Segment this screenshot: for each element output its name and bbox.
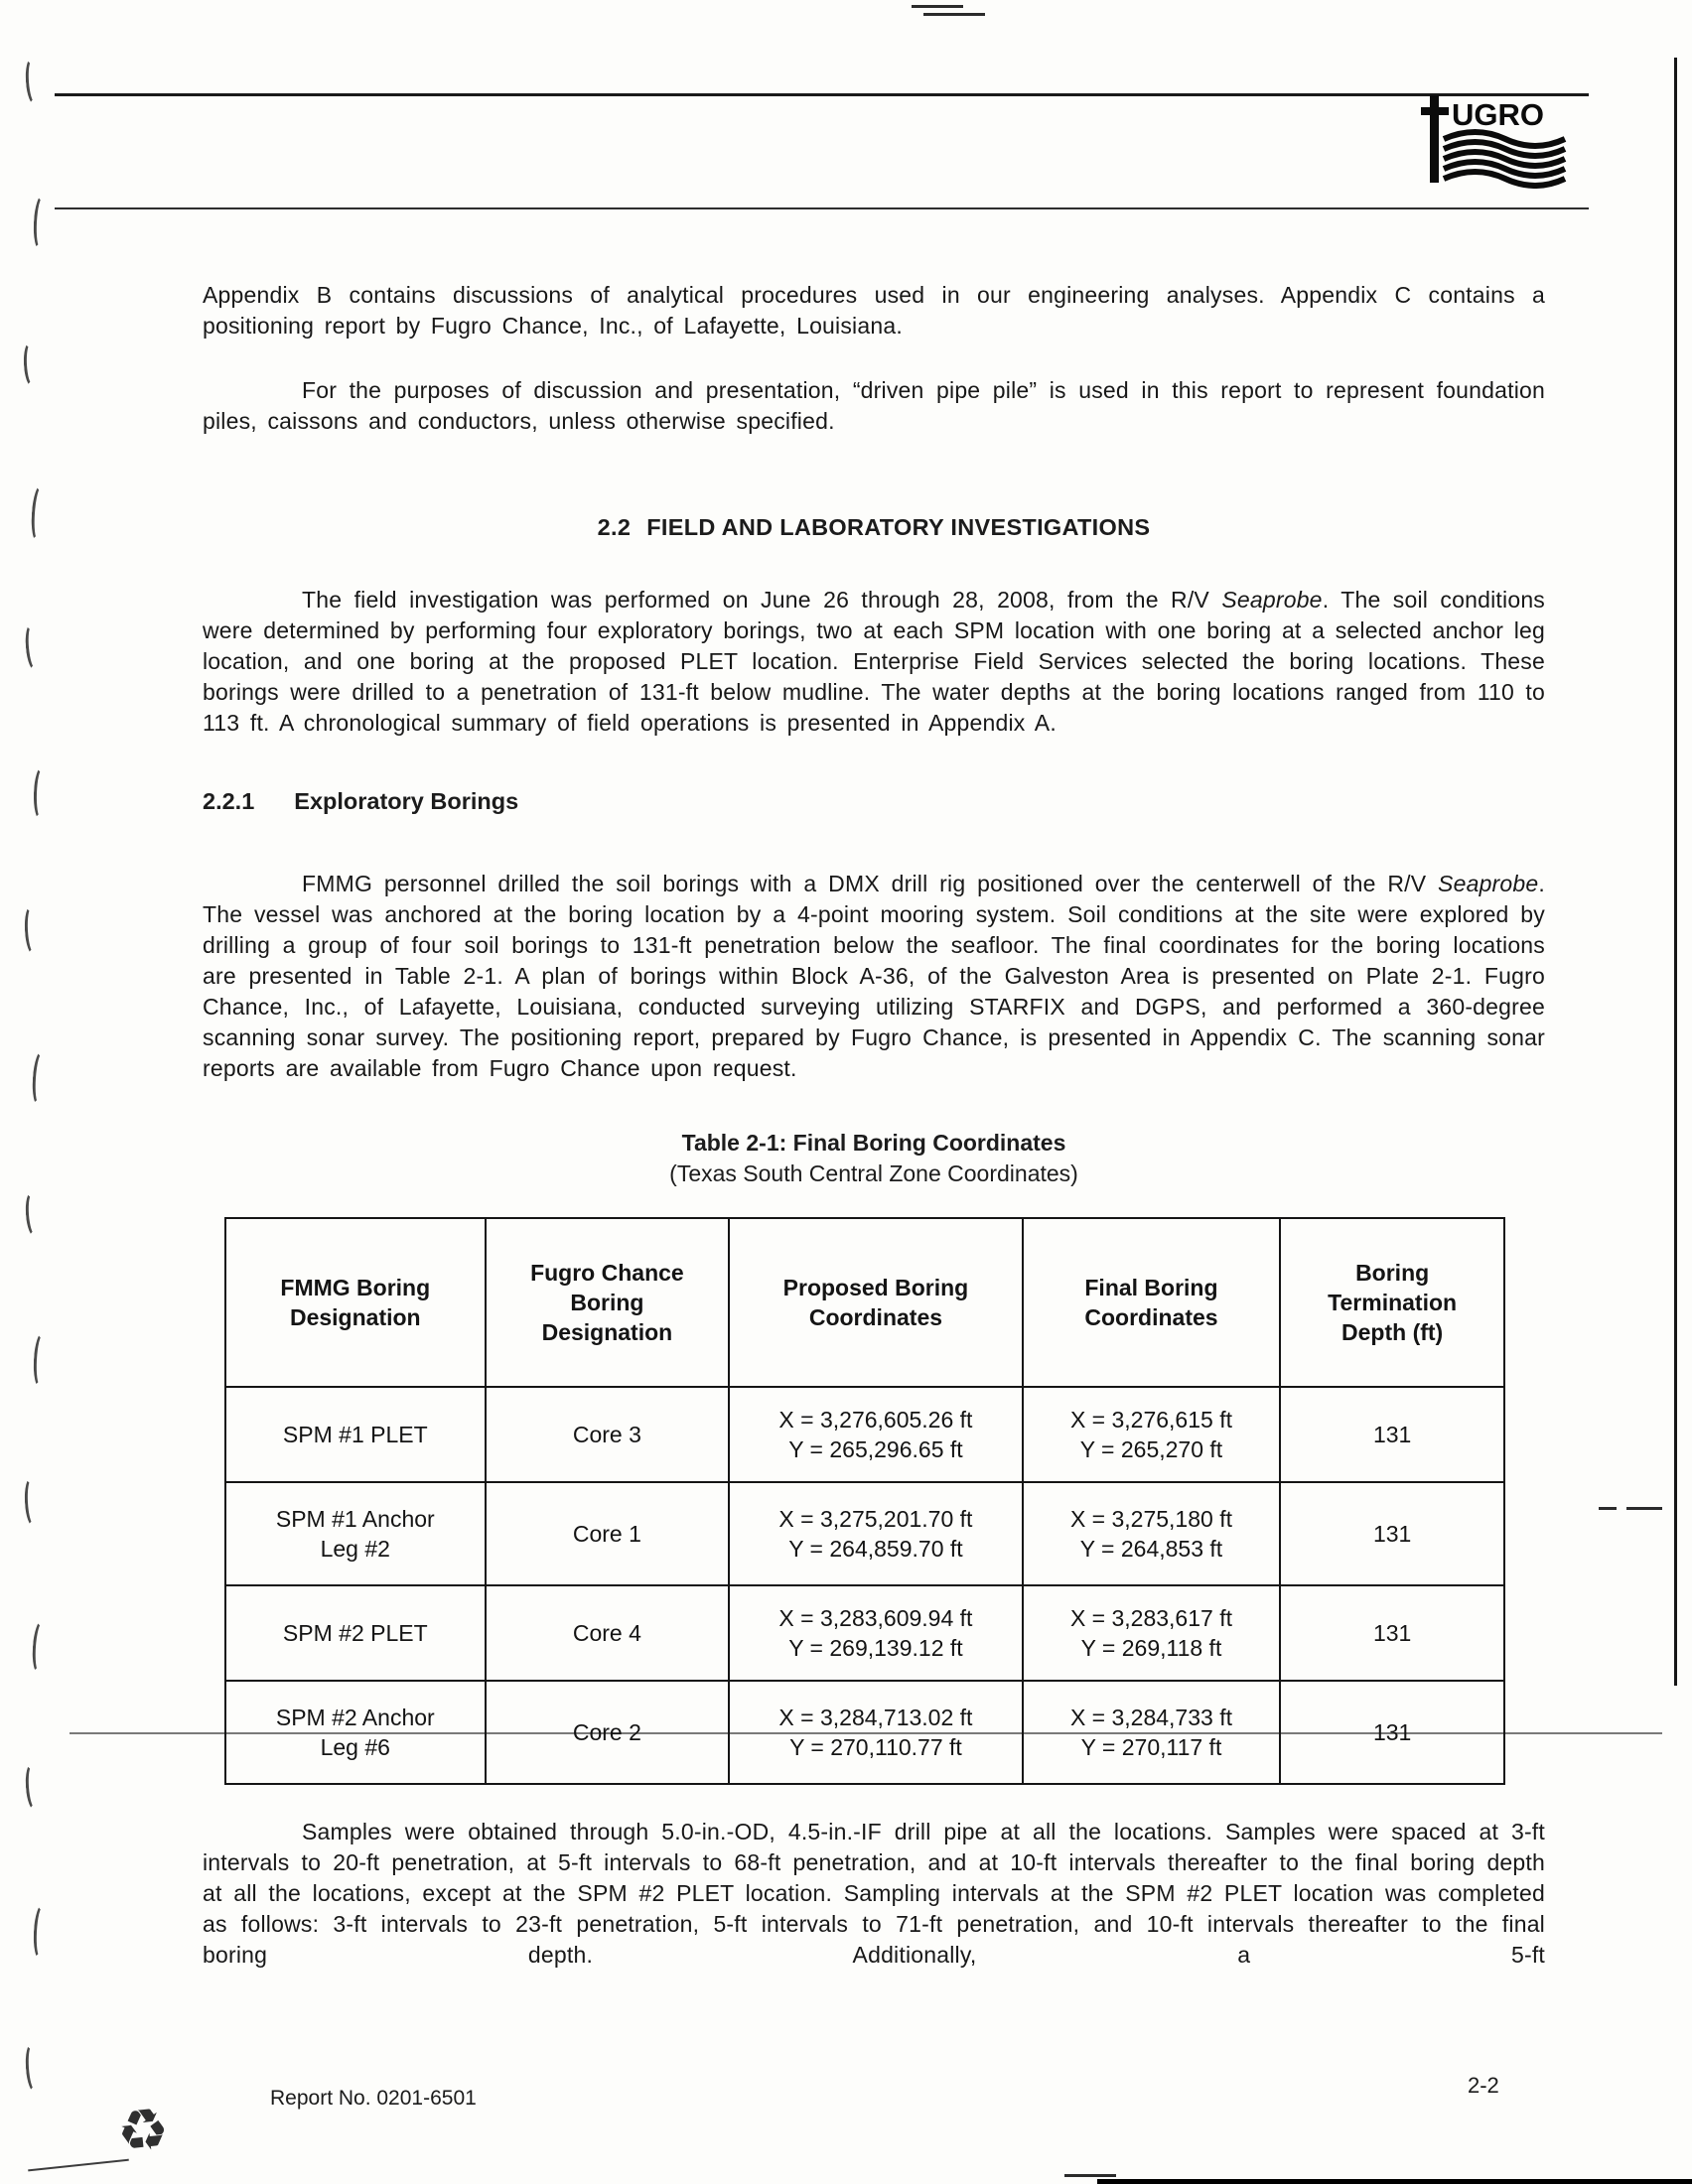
scan-artifact-top-dash-2 — [923, 13, 985, 16]
col-header-fugro-designation — [486, 1218, 730, 1387]
binding-mark — [33, 1904, 51, 1961]
binding-mark — [24, 58, 42, 106]
table-subtitle: (Texas South Central Zone Coordinates) — [669, 1160, 1078, 1186]
binding-mark — [24, 622, 43, 671]
binding-mark — [33, 195, 51, 251]
coordinate-y: Y = 265,296.65 ft — [788, 1436, 963, 1462]
boring-coordinates-table — [224, 1217, 1505, 1785]
subsection-number: 2.2.1 — [203, 788, 255, 814]
binding-mark — [24, 905, 42, 956]
cell-text: SPM #2 PLET — [282, 1620, 428, 1646]
binding-mark — [33, 1332, 51, 1389]
header-rule-bottom — [55, 207, 1589, 209]
fugro-wordmark: UGRO — [1452, 97, 1544, 132]
cell-depth: 131 — [1280, 1482, 1504, 1585]
binding-mark — [24, 1191, 42, 1238]
cell-text: SPM #2 Anchor Leg #6 — [275, 1705, 435, 1760]
cell-final-coordinates — [1023, 1585, 1281, 1681]
cell-designation — [225, 1387, 486, 1482]
paragraph-driven-pipe-pile: For the purposes of discussion and presentation, “driven pipe pile” is used in this report to represent foundation piles, caissons and conductors, unless otherwise specified. — [203, 377, 1545, 434]
cell-text: SPM #1 Anchor Leg #2 — [275, 1506, 435, 1562]
cell-depth: 131 — [1280, 1585, 1504, 1681]
cell-final-coordinates — [1023, 1681, 1281, 1784]
paragraph-text: FMMG personnel drilled the soil borings with a DMX drill rig positioned over the centerwell of the R/V — [302, 871, 1439, 896]
fugro-logo-graphic — [1418, 95, 1569, 189]
coordinate-y: Y = 264,853 ft — [1079, 1536, 1223, 1562]
coordinate-x: X = 3,276,605.26 ft — [778, 1407, 973, 1433]
coordinate-x: X = 3,276,615 ft — [1069, 1407, 1232, 1433]
coordinate-x: X = 3,284,733 ft — [1069, 1705, 1232, 1730]
cell-proposed-coordinates — [729, 1482, 1022, 1585]
vessel-name-italic: Seaprobe — [1438, 871, 1539, 896]
paragraph-appendix-b: Appendix B contains discussions of analytical procedures used in our engineering analyses. Appendix C contains a positioning report by Fugro Chance, Inc., of Lafayette, Louisiana. — [203, 282, 1545, 339]
binding-mark — [24, 1763, 42, 1812]
paragraph-text: The field investigation was performed on June 26 through 28, 2008, from the R/V — [302, 587, 1222, 613]
col-header-proposed-coordinates — [729, 1218, 1022, 1387]
binding-mark — [23, 341, 40, 388]
cell-proposed-coordinates — [729, 1387, 1022, 1482]
scan-artifact-right-edge-line — [1674, 58, 1677, 1686]
coordinate-y: Y = 265,270 ft — [1079, 1436, 1223, 1462]
binding-mark — [33, 766, 50, 820]
paragraph-field-investigation — [203, 585, 1545, 739]
section-title: FIELD AND LABORATORY INVESTIGATIONS — [646, 514, 1151, 540]
header-label: FMMG Boring Designation — [280, 1275, 431, 1330]
cell-core: Core 1 — [486, 1482, 730, 1585]
vessel-name-italic: Seaprobe — [1221, 587, 1323, 613]
paragraph-text: . The soil conditions were determined by performing four exploratory borings, two at each SPM location with one boring at a selected anchor leg location, and one boring at the proposed PLET location. Enterprise Field Services selected the boring locations. These borings were drilled to a penetration of 131-ft below mudline. The water depths at the boring locations ranged from 110 to 113 ft. A chronological summary of field operations is presented in Appendix A. — [203, 587, 1546, 736]
header-label: Fugro Chance Boring Designation — [530, 1260, 684, 1345]
coordinate-x: X = 3,275,201.70 ft — [778, 1506, 973, 1532]
scan-artifact-recycle-line — [28, 2159, 129, 2172]
table-title: Table 2-1: Final Boring Coordinates — [681, 1130, 1066, 1156]
scan-artifact-mid-dash-1 — [1599, 1507, 1617, 1510]
table-header-row — [225, 1218, 1504, 1387]
header-rule-top — [55, 93, 1589, 96]
binding-mark — [24, 2043, 42, 2094]
cell-depth: 131 — [1280, 1387, 1504, 1482]
coordinate-y: Y = 264,859.70 ft — [788, 1536, 963, 1562]
paragraph-samples: Samples were obtained through 5.0-in.-OD, 4.5-in.-IF drill pipe at all the locations. Samples were spaced at 3-ft intervals to 20-ft penetration, at 5-ft intervals to 68-ft penetration, and at 10-ft intervals thereafter to the final boring depth at all the locations, except at the SPM #2 PLET location. Sampling intervals at the SPM #2 PLET location was completed as follows: 3-ft intervals to 23-ft penetration, 5-ft intervals to 71-ft penetration, and 10-ft intervals thereafter to the final boring depth. Additionally, a 5-ft — [203, 1819, 1545, 1968]
table-row — [225, 1585, 1504, 1681]
fugro-logo — [1418, 95, 1569, 189]
cell-designation — [225, 1482, 486, 1585]
coordinate-y: Y = 270,117 ft — [1080, 1734, 1222, 1760]
header-label: Boring Termination Depth (ft) — [1328, 1260, 1458, 1345]
coordinate-y: Y = 269,139.12 ft — [788, 1635, 963, 1661]
cell-final-coordinates — [1023, 1387, 1281, 1482]
col-header-fmmg-designation — [225, 1218, 486, 1387]
footer-page-number: 2-2 — [1468, 2073, 1499, 2098]
coordinate-x: X = 3,283,617 ft — [1069, 1605, 1232, 1631]
col-header-termination-depth — [1280, 1218, 1504, 1387]
table-row — [225, 1482, 1504, 1585]
recycle-icon: ♻ — [113, 2096, 173, 2166]
coordinate-x: X = 3,275,180 ft — [1069, 1506, 1232, 1532]
col-header-final-coordinates — [1023, 1218, 1281, 1387]
header-label: Proposed Boring Coordinates — [782, 1275, 969, 1330]
cell-proposed-coordinates — [729, 1681, 1022, 1784]
scan-artifact-mid-dash-2 — [1626, 1507, 1662, 1510]
cell-designation — [225, 1585, 486, 1681]
cell-text: SPM #1 PLET — [282, 1422, 428, 1447]
binding-mark — [31, 1050, 50, 1107]
paragraph-text: . The vessel was anchored at the boring location by a 4-point mooring system. Soil conditions at the site were explored by drilling a group of four soil borings to 131-ft penetration below the seafloor. The final coordinates for the boring locations are presented in Table 2-1. A plan of borings within Block A-36, of the Galveston Area is presented on Plate 2-1. Fugro Chance, Inc., of Lafayette, Louisiana, conducted surveying utilizing STARFIX and DGPS, and performed a 360-degree scanning sonar survey. The positioning report, prepared by Fugro Chance, is presented in Appendix C. The scanning sonar reports are available from Fugro Chance upon request. — [203, 871, 1545, 1081]
header-label: Final Boring Coordinates — [1084, 1275, 1218, 1330]
cell-final-coordinates — [1023, 1482, 1281, 1585]
coordinate-y: Y = 269,118 ft — [1080, 1635, 1222, 1661]
table-row — [225, 1681, 1504, 1784]
section-number: 2.2 — [597, 514, 632, 540]
coordinate-x: X = 3,284,713.02 ft — [778, 1705, 973, 1730]
coordinate-x: X = 3,283,609.94 ft — [778, 1605, 973, 1631]
coordinate-y: Y = 270,110.77 ft — [789, 1734, 962, 1760]
cell-depth: 131 — [1280, 1681, 1504, 1784]
page-body — [203, 280, 1545, 1971]
section-heading-2-2 — [203, 514, 1545, 541]
cell-proposed-coordinates — [729, 1585, 1022, 1681]
paragraph-exploratory-borings — [203, 869, 1545, 1084]
scan-artifact-bottom-bar — [1097, 2179, 1692, 2184]
binding-mark — [30, 484, 49, 543]
subsection-title: Exploratory Borings — [294, 788, 519, 814]
cell-core: Core 3 — [486, 1387, 730, 1482]
subsection-heading-2-2-1 — [203, 788, 1545, 815]
scan-artifact-top-dash-1 — [912, 5, 963, 8]
table-row — [225, 1387, 1504, 1482]
scan-artifact-bottom-dash — [1064, 2174, 1116, 2177]
cell-designation — [225, 1681, 486, 1784]
cell-core: Core 2 — [486, 1681, 730, 1784]
cell-core: Core 4 — [486, 1585, 730, 1681]
binding-mark — [24, 1477, 42, 1528]
footer-report-number: Report No. 0201-6501 — [270, 2087, 477, 2110]
binding-mark — [31, 1620, 50, 1675]
